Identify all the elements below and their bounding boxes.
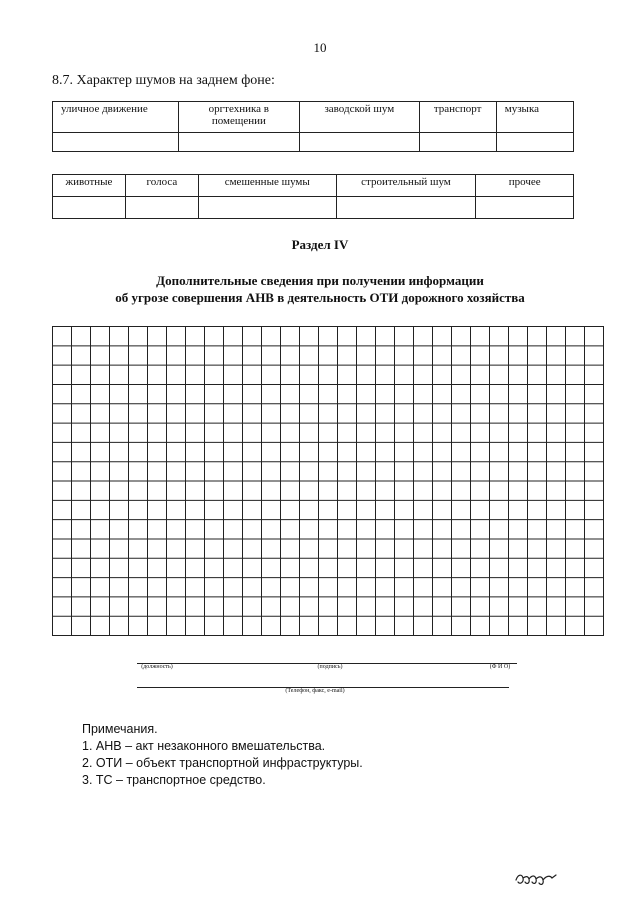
position-caption: (должность) — [141, 664, 173, 670]
empty-cell[interactable] — [419, 133, 496, 152]
note-item: 3. ТС – транспортное средство. — [82, 773, 266, 787]
noise-table-1 — [52, 101, 574, 152]
note-item: 2. ОТИ – объект транспортной инфраструктуры. — [82, 756, 363, 770]
cell-other: прочее — [476, 175, 574, 197]
signature-caption: (подпись) — [317, 664, 343, 670]
cell-office-equipment: оргтехника в помещении — [178, 102, 299, 133]
contacts-caption: (Телефон, факс, e-mail) — [285, 688, 345, 694]
cell-transport: транспорт — [419, 102, 496, 133]
empty-cell[interactable] — [336, 197, 476, 219]
notes-title: Примечания. — [82, 722, 158, 736]
page-number: 10 — [313, 40, 327, 55]
section-subtitle-line-2: об угрозе совершения АНВ в деятельность ОТИ дорожного хозяйства — [115, 290, 525, 305]
cell-voices: голоса — [125, 175, 198, 197]
section-title: Раздел IV — [291, 237, 349, 252]
empty-cell[interactable] — [53, 197, 126, 219]
empty-cell[interactable] — [300, 133, 419, 152]
empty-cell[interactable] — [178, 133, 299, 152]
name-caption: (Ф И О) — [489, 664, 511, 670]
section-subtitle-line-1: Дополнительные сведения при получении информации — [156, 273, 484, 288]
grid-area[interactable] — [52, 326, 604, 636]
empty-cell[interactable] — [496, 133, 573, 152]
cell-music: музыка — [496, 102, 573, 133]
handwritten-initials — [512, 866, 562, 890]
cell-mixed-noise: смешенные шумы — [198, 175, 336, 197]
cell-construction-noise: строительный шум — [336, 175, 476, 197]
cell-animals: животные — [53, 175, 126, 197]
empty-cell[interactable] — [125, 197, 198, 219]
empty-cell[interactable] — [476, 197, 574, 219]
section-heading-8-7: 8.7. Характер шумов на заднем фоне: — [52, 73, 275, 88]
noise-table-2 — [52, 174, 574, 219]
notes — [82, 721, 363, 789]
cell-street-traffic: уличное движение — [53, 102, 179, 133]
cell-factory-noise: заводской шум — [300, 102, 419, 133]
note-item: 1. АНВ – акт незаконного вмешательства. — [82, 739, 326, 753]
empty-cell[interactable] — [53, 133, 179, 152]
grid-lines — [52, 326, 604, 636]
empty-cell[interactable] — [198, 197, 336, 219]
